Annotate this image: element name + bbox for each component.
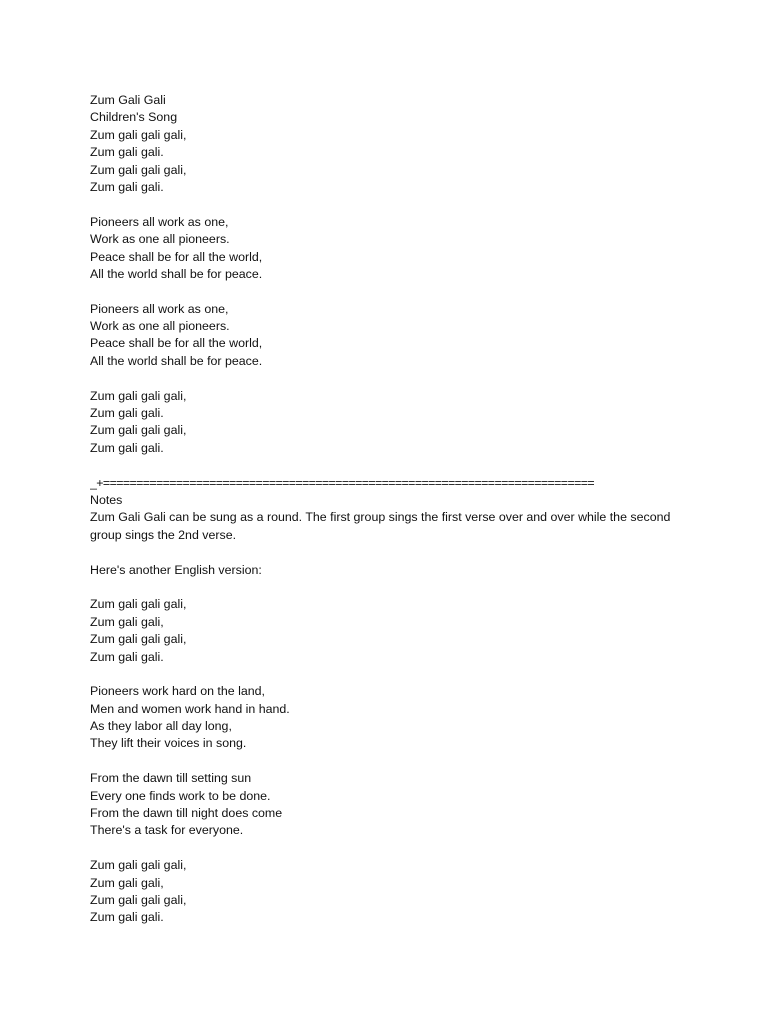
blank-line	[90, 283, 710, 300]
lyric-line: Zum gali gali.	[90, 406, 164, 421]
lyric-line: Every one finds work to be done.	[90, 788, 271, 803]
notes-heading: Notes	[90, 492, 123, 507]
lyric-line: Zum gali gali gali,	[90, 127, 187, 142]
stanza	[90, 214, 710, 284]
divider-line: _+==========================================================================	[90, 475, 594, 490]
lyric-line: Zum gali gali,	[90, 875, 164, 890]
lyric-line: Zum gali gali.	[90, 910, 164, 925]
stanza	[90, 127, 710, 197]
lyric-line: Pioneers all work as one,	[90, 301, 229, 316]
blank-line	[90, 840, 710, 857]
blank-line	[90, 196, 710, 213]
stanza	[90, 683, 710, 753]
lyric-line: Zum gali gali gali,	[90, 893, 187, 907]
blank-line	[90, 579, 710, 596]
lyric-line: There's a task for everyone.	[90, 823, 244, 838]
lyric-line: Zum gali gali.	[90, 440, 164, 455]
lyric-line: Zum gali gali gali,	[90, 162, 187, 177]
lyric-line: Men and women work hand in hand.	[90, 701, 290, 716]
stanza	[90, 770, 710, 840]
blank-line	[90, 666, 710, 683]
lyric-line: Zum gali gali gali,	[90, 388, 187, 403]
blank-line	[90, 544, 710, 561]
lyric-line: From the dawn till night does come	[90, 806, 283, 821]
lyric-line: From the dawn till setting sun	[90, 771, 252, 786]
lyric-line: Zum gali gali gali,	[90, 597, 187, 612]
document-page	[90, 92, 710, 927]
lyric-line: Zum gali gali.	[90, 179, 164, 194]
lyric-line: Peace shall be for all the world,	[90, 336, 263, 351]
lyric-line: Zum gali gali.	[90, 649, 164, 664]
lyric-line: Zum gali gali,	[90, 614, 164, 629]
song-subtitle: Children's Song	[90, 110, 178, 125]
blank-line	[90, 370, 710, 387]
blank-line	[90, 457, 710, 474]
stanza	[90, 596, 710, 666]
lyric-line: Zum gali gali gali,	[90, 858, 187, 873]
lyric-line: As they labor all day long,	[90, 719, 232, 734]
notes-text: Zum Gali Gali can be sung as a round. The first group sings the first verse over and over while the second group sings the 2nd verse.	[90, 510, 671, 542]
lyric-line: Zum gali gali gali,	[90, 632, 187, 647]
stanza	[90, 857, 710, 927]
lyric-line: They lift their voices in song.	[90, 736, 247, 751]
lyric-line: Peace shall be for all the world,	[90, 249, 263, 264]
song-title: Zum Gali Gali	[90, 93, 166, 107]
lyric-line: All the world shall be for peace.	[90, 266, 263, 281]
lyric-line: Work as one all pioneers.	[90, 319, 230, 334]
lyric-line: All the world shall be for peace.	[90, 353, 263, 368]
lyric-line: Pioneers work hard on the land,	[90, 684, 265, 699]
lyric-line: Pioneers all work as one,	[90, 214, 229, 229]
lyric-line: Zum gali gali.	[90, 145, 164, 160]
blank-line	[90, 753, 710, 770]
stanza	[90, 388, 710, 458]
english-version-intro: Here's another English version:	[90, 562, 262, 577]
lyric-line: Work as one all pioneers.	[90, 232, 230, 247]
lyric-line: Zum gali gali gali,	[90, 423, 187, 438]
stanza	[90, 301, 710, 371]
